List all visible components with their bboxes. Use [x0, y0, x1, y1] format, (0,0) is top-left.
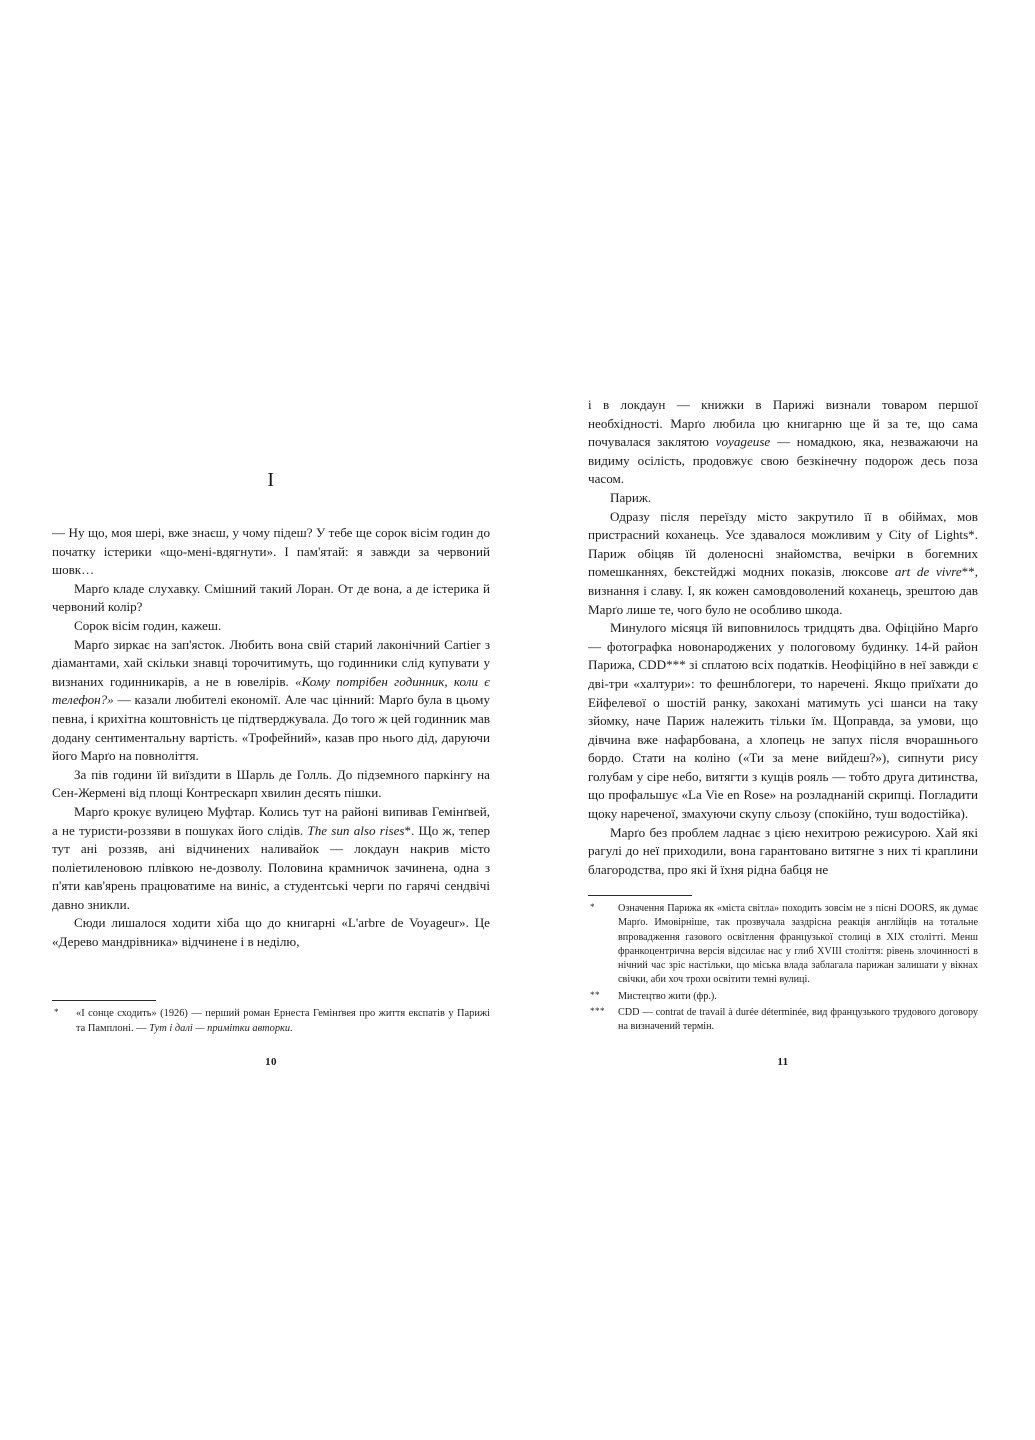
text-run: Одразу після переїзду місто закрутило її в обіймах, мов пристрасний коханець. Усе здавалося можливим у City of Lights*. Париж обіцяв їй доленосні знайомства, вечірки в богемних помешканнях, бекстейджі модних показів, люксове: [588, 508, 978, 580]
footnote-text: [618, 902, 978, 988]
page-left: [0, 0, 517, 1440]
footnote-marker: ***: [590, 1006, 605, 1017]
footnote-text: [618, 1006, 978, 1035]
italic-run: «Кому потрібен годинник, коли є телефон?»: [52, 673, 490, 708]
footnote-marker: *: [590, 902, 595, 912]
text-run: Минулого місяця їй виповнилось тридцять два. Офіційно Марґо — фотографка новонароджених у пологовому будинку. 14-й район Парижа, CDD*** зі сплатою всіх податків. Неофіційно в неї завжди є дві-три «халтури»: то фешнблогери, то наречені. Якщо приїхати до Ейфелевої о шостій ранку, закохані матимуть усі шанси на таку зйомку, наче Париж належить тільки їм. Щоправда, за умови, що дівчина вже нафарбована, а хлопець не запух після вчорашнього бордо. Стати на коліно («Ти за мене вийдеш?»), сипнути рису голубам у сіре небо, витягти з кущів рояль — тобто друга дитинства, що профальшує «La Vie en Rose» на розладнаній скрипці. Погладити щоку нареченої, змахуючи скупу сльозу (спокійно, туш водостійка).: [588, 620, 978, 822]
page-number: 11: [777, 1056, 789, 1068]
text-run: — Ну що, моя шері, вже знаєш, у чому підеш? У тебе ще сорок вісім годин до початку істерики «що-мені-вдягнути». І пам'ятай: я завжди за червоний шовк…: [52, 525, 490, 578]
left-page-textblock: [52, 470, 490, 952]
footnote: [588, 902, 978, 988]
footnote-separator-rule: [52, 1000, 156, 1001]
text-run: і в локдаун — книжки в Парижі визнали товаром першої необхідності. Марґо любила цю книгарню ще й за те, що сама почувалася заклятою: [588, 397, 978, 450]
footnote-marker: *: [54, 1007, 59, 1017]
text-run: Сюди лишалося ходити хіба що до книгарні «L'arbre de Voyageur». Це «Дерево мандрівника» відчинене і в неділю,: [52, 915, 490, 950]
right-page-footnotes: [588, 895, 978, 1037]
footnote-marker: **: [590, 989, 600, 1000]
text-run: — номадкою, яка, незважаючи на видиму осілість, продовжує свою безкінечну подорож десь поза часом.: [588, 434, 979, 487]
page-number: 10: [265, 1056, 277, 1068]
text-run: — казали любителі економії. Але час цінний: Марґо була в цьому певна, і крихітна коштовність це підтверджувала. До того ж цей годинник мав додану сентиментальну вартість. «Трофейний», казав про нього дід, даруючи його Марґо на повноліття.: [52, 692, 490, 764]
body-paragraph: [588, 508, 978, 620]
footnote-text: [76, 1007, 490, 1036]
body-paragraph: [52, 524, 490, 580]
text-run: Мистецтво жити (фр.).: [618, 990, 717, 1002]
left-page-paragraphs: [52, 524, 490, 952]
right-page-textblock: [588, 396, 978, 879]
footnote: [588, 990, 978, 1004]
italic-run: Тут і далі — примітки авторки.: [149, 1022, 293, 1034]
page-right: [517, 0, 1034, 1440]
italic-run: art de vivre: [894, 564, 962, 580]
body-paragraph: [52, 914, 490, 951]
text-run: Марґо крокує вулицею Муфтар. Колись тут на районі випивав Гемінґвей, а не туристи-роззяви в пошуках його слідів.: [52, 803, 490, 838]
right-page-folio: [588, 1052, 978, 1070]
text-run: Марґо зиркає на зап'ясток. Любить вона свій старий лаконічний Cartier з діамантами, хай скільки знавці торочитимуть, що годинники слід купувати у визнаних годинникарів, а не в ювелірів.: [52, 636, 490, 689]
text-run: Сорок вісім годин, кажеш.: [74, 617, 222, 633]
text-run: «І сонце сходить» (1926) — перший роман Ернеста Гемінґвея про життя експатів у Парижі та Памплоні. —: [76, 1008, 490, 1034]
body-paragraph: [588, 396, 978, 489]
chapter-number: I: [267, 469, 275, 491]
footnote-separator-rule: [588, 895, 692, 896]
body-paragraph: [52, 617, 490, 636]
text-run: Марґо без проблем ладнає з цією нехитрою режисурою. Хай які рагулі до неї приходили, вона гарантовано витягне з них ті краплини благородства, про які й їхня рідна бабця не: [588, 824, 978, 877]
text-run: Париж.: [610, 489, 652, 505]
text-run: Означення Парижа як «міста світла» походить зовсім не з пісні DOORS, як думає Марґо. Имовірніше, так прозвучала заздрісна реакція англійців на тотальне впровадження газового освітлення французької столиці в XIX столітті. Менш франкоцентрична версія відсилає нас у глиб XVIII століття: рівень злочинності в нічний час зріс настільки, що міська влада заблагала парижан залишати у вікнах свічки, аби хоч трохи освітити темні вулиці.: [618, 903, 978, 986]
body-paragraph: [52, 636, 490, 766]
left-page-footnotes: [52, 1000, 490, 1038]
body-paragraph: [52, 803, 490, 915]
footnote-text: [618, 990, 978, 1004]
body-paragraph: [52, 580, 490, 617]
left-footnote-list: [52, 1007, 490, 1036]
footnote: [588, 1006, 978, 1035]
body-paragraph: [52, 766, 490, 803]
italic-run: The sun also rises: [307, 822, 405, 838]
body-paragraph: [588, 489, 978, 508]
body-paragraph: [588, 824, 978, 880]
text-run: **, визнання і славу. І, як кожен самовдоволений коханець, зрештою дав Марґо лише те, чого було не особливо шкода.: [588, 564, 978, 617]
text-run: Марґо кладе слухавку. Смішний такий Лоран. От де вона, а де істерика й червоний колір?: [52, 580, 490, 615]
right-page-paragraphs: [588, 396, 978, 879]
text-run: *. Що ж, тепер тут ані роззяв, ані відчинених наливайок — локдаун накрив місто поліетиленовою плівкою не-дозволу. Половина крамничок зачинена, одна з п'яти кав'ярень працюватиме на виніс, а студентські черги по гарячі сендвічі давно зникли.: [52, 822, 490, 912]
left-page-folio: [52, 1052, 490, 1070]
text-run: За пів години їй виїздити в Шарль де Голль. До підземного паркінгу на Сен-Жермені від площі Контрескарп хвилин десять пішки.: [52, 766, 490, 801]
footnote: [52, 1007, 490, 1036]
italic-run: voyageuse: [715, 434, 771, 450]
body-paragraph: [588, 619, 978, 824]
right-footnote-list: [588, 902, 978, 1035]
text-run: CDD — contrat de travail à durée déterminée, вид французького трудового договору на визначений термін.: [618, 1007, 978, 1033]
